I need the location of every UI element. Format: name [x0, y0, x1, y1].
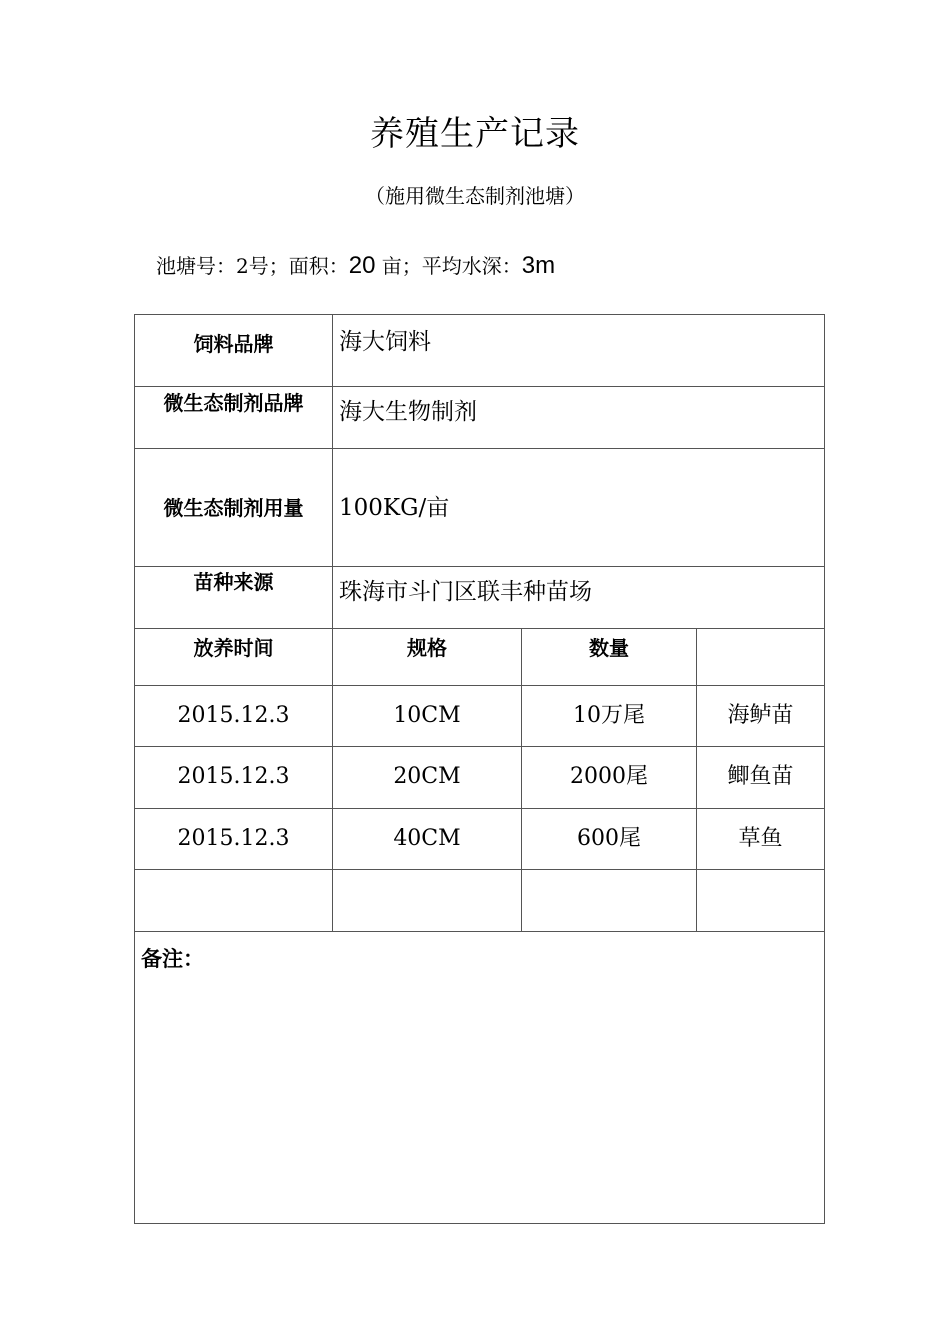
feed-brand-label: 饲料品牌	[193, 332, 274, 356]
pond-info-line	[156, 250, 555, 282]
size-cell: 10CM	[393, 703, 461, 728]
depth-value: 3m	[521, 252, 556, 279]
fry-source-value: 珠海市斗门区联丰种苗场	[339, 579, 592, 605]
probiotic-dosage-value: 100KG/亩	[339, 495, 450, 521]
row-divider	[135, 931, 824, 932]
quantity-cell: 600尾	[577, 826, 641, 851]
row-divider	[135, 386, 824, 387]
probiotic-brand-label: 微生态制剂品牌	[163, 391, 304, 415]
depth-label: ；平均水深：	[401, 254, 522, 278]
document-title: 养殖生产记录	[370, 114, 580, 154]
species-cell: 草鱼	[738, 826, 783, 851]
species-cell: 鲫鱼苗	[727, 764, 794, 789]
area-value: 20	[348, 252, 376, 279]
pond-number-value: 2号	[236, 254, 269, 278]
area-label: ；面积：	[268, 254, 349, 278]
quantity-cell: 10万尾	[573, 703, 645, 728]
row-divider	[135, 628, 824, 629]
document-subtitle: （施用微生态制剂池塘）	[365, 184, 585, 208]
header-stocking-date: 放养时间	[193, 636, 274, 660]
feed-brand-value: 海大饲料	[339, 329, 431, 355]
header-quantity: 数量	[589, 636, 629, 660]
size-cell: 20CM	[393, 764, 461, 789]
remarks-label: 备注：	[141, 947, 204, 971]
pond-number-label: 池塘号：	[156, 254, 236, 278]
quantity-cell: 2000尾	[570, 764, 648, 789]
area-unit: 亩	[381, 254, 402, 278]
probiotic-brand-value: 海大生物制剂	[339, 399, 477, 425]
header-size: 规格	[407, 636, 447, 660]
stocking-date-cell: 2015.12.3	[177, 826, 290, 851]
stocking-date-cell: 2015.12.3	[177, 764, 290, 789]
stocking-date-cell: 2015.12.3	[177, 703, 290, 728]
record-table	[134, 314, 825, 1224]
size-cell: 40CM	[393, 826, 461, 851]
row-divider	[135, 448, 824, 449]
fry-source-label: 苗种来源	[193, 570, 274, 594]
probiotic-dosage-label: 微生态制剂用量	[163, 496, 304, 520]
row-divider	[135, 869, 824, 870]
species-cell: 海鲈苗	[727, 703, 794, 728]
